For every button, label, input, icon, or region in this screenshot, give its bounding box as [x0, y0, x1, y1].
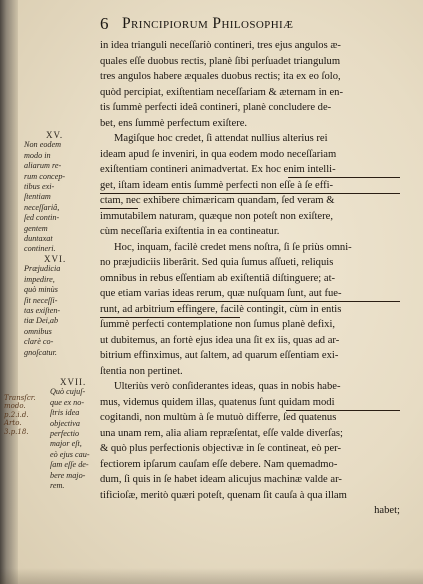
- handwritten-line: 3.p.18.: [4, 427, 29, 436]
- main-text-block: [100, 38, 400, 519]
- margin-line: tiæ Dei,ab: [24, 316, 59, 326]
- text-line: dum, ſi quis in ſe habet ideam alicujus machinæ valde ar-: [100, 474, 342, 485]
- text-line: mus, videmus quidem illas, quatenus ſunt quidam modi: [100, 396, 335, 408]
- margin-line: ſed contin-: [24, 213, 60, 223]
- text-line: Hoc, inquam, facilè credet mens noſtra, ſi ſe priùs omni-: [114, 241, 352, 253]
- margin-line: rum concep-: [24, 171, 66, 181]
- text-line: una unam rem, alia aliam repræſentat, eſſe valde diverſas;: [100, 427, 343, 439]
- text-line: runt, ad arbitrium effingere, facilè contingit, cùm in entis: [100, 303, 342, 315]
- margin-line: rem.: [50, 481, 65, 491]
- text-line: cùm neceſſaria exiſtentia in ea contineatur.: [100, 226, 280, 237]
- running-head: Principiorum Philosophiæ: [122, 15, 294, 32]
- ink-underline: [286, 410, 400, 411]
- margin-line: tas exiſten-: [24, 306, 61, 316]
- margin-number: XVII.: [60, 377, 87, 387]
- margin-line: ſtentiam: [24, 192, 51, 202]
- ink-underline: [288, 177, 400, 178]
- margin-line: duntaxat: [24, 234, 53, 244]
- text-line: in idea trianguli neceſſariò contineri, tres ejus angulos æ-: [100, 40, 341, 51]
- text-line: immutabilem naturam, quæque non poteſt non exiſtere,: [100, 210, 334, 222]
- marginal-note-xvii: [50, 377, 96, 491]
- text-line: tis ſummè perfecti ideâ contineri, planè concludere de-: [100, 102, 332, 113]
- margin-line: ſtris idea: [50, 408, 80, 418]
- handwritten-line: Transſcr. modo.: [4, 394, 36, 411]
- margin-line: aliarum re-: [24, 161, 62, 171]
- margin-line: quò minùs: [24, 285, 58, 295]
- margin-line: Non eodem: [24, 140, 62, 150]
- page-header: [100, 14, 400, 34]
- margin-number: XVI.: [44, 254, 67, 264]
- text-line: & quò plus perfectionis objectivæ in ſe contineat, eò per-: [100, 443, 342, 454]
- margin-line: que ex no-: [50, 397, 85, 407]
- page-edge-shadow: [0, 568, 423, 584]
- text-line: bitrium effinximus, aut ſaltem, ad quarum eſſentiam exi-: [100, 350, 339, 361]
- text-line: Magiſque hoc credet, ſi attendat nullius alterius rei: [114, 133, 328, 144]
- text-line: ut dubitemus, an fortè ejus idea una ſit ex iis, quas ad ar-: [100, 334, 340, 346]
- margin-line: bere majo-: [50, 470, 86, 480]
- margin-line: contineri.: [24, 244, 56, 254]
- margin-line: omnibus: [24, 326, 52, 336]
- text-line: cogitandi, non multùm à ſe mutuò differre, ſed quatenus: [100, 412, 337, 423]
- margin-line: objectiva: [50, 418, 81, 428]
- margin-line: modo in: [24, 150, 51, 160]
- margin-line: major eſt,: [50, 439, 82, 449]
- margin-line: clarè co-: [24, 337, 54, 347]
- handwritten-line: p.2.i.d. Arto.: [4, 410, 29, 428]
- text-line: ideam apud ſe inveniri, in qua eodem modo neceſſariam: [100, 148, 337, 160]
- margin-number: XV.: [46, 130, 64, 140]
- text-line: habet;: [374, 505, 400, 516]
- ink-underline: [170, 301, 400, 302]
- text-line: ſummè perfecti contemplatione non ſumus planè defixi,: [100, 319, 336, 330]
- margin-line: ſam eſſe de-: [50, 460, 89, 470]
- text-line: quòd percipiat, exiſtentiam neceſſariam & æternam in en-: [100, 86, 343, 98]
- marginal-note-xv: [24, 130, 84, 255]
- margin-line: perfectio: [50, 429, 80, 439]
- margin-line: tibus exi-: [24, 182, 55, 192]
- margin-line: impedire,: [24, 274, 55, 284]
- text-line: fectiorem ipſarum cauſam eſſe debere. Nam quemadmo-: [100, 458, 338, 470]
- ink-underline: [100, 317, 240, 318]
- text-line: que etiam varias ideas rerum, quæ nuſquam ſunt, aut fue-: [100, 288, 342, 299]
- text-line: tificioſæ, meritò quæri poteſt, quenam ſit cauſa à qua illam: [100, 489, 347, 501]
- text-line: get, iſtam ideam entis ſummè perfecti non eſſe à ſe effi-: [100, 179, 334, 191]
- margin-line: ſit neceſſi-: [24, 295, 58, 305]
- margin-line: gnoſcatur.: [24, 347, 57, 357]
- text-line: no præjudiciis liberârit. Sed quia ſumus aſſueti, reliquis: [100, 257, 334, 268]
- handwritten-annotation: [4, 394, 48, 436]
- margin-line: Præjudicia: [24, 264, 61, 274]
- text-line: ctam, nec exhibere chimæricam quandam, ſed veram &: [100, 195, 335, 206]
- text-line: ſtentia non pertinet.: [100, 365, 183, 377]
- text-line: tres angulos habere æquales duobus rectis; ita ex eo ſolo,: [100, 71, 341, 82]
- book-spine-shadow: [0, 0, 18, 584]
- text-line: bet, ens ſummè perfectum exiſtere.: [100, 117, 248, 129]
- margin-line: neceſſariâ,: [24, 202, 60, 212]
- ink-underline: [100, 193, 400, 194]
- ink-underline: [100, 208, 138, 209]
- text-line: exiſtentiam contineri animadvertat. Ex hoc enim intelli-: [100, 164, 336, 175]
- marginal-note-xvi: [24, 254, 84, 358]
- margin-line: gentem: [24, 223, 48, 233]
- text-line: Ulteriùs verò conſiderantes ideas, quas in nobis habe-: [114, 381, 341, 392]
- margin-line: eò ejus cau-: [50, 449, 90, 459]
- text-line: omnibus in rebus eſſentiam ab exiſtentiâ diſtinguere; at-: [100, 272, 336, 284]
- text-line: quales eſſe duobus rectis, planè ſibi perſuadet triangulum: [100, 55, 341, 67]
- margin-line: Quò cujuſ-: [50, 387, 86, 397]
- page-number: 6: [100, 14, 109, 33]
